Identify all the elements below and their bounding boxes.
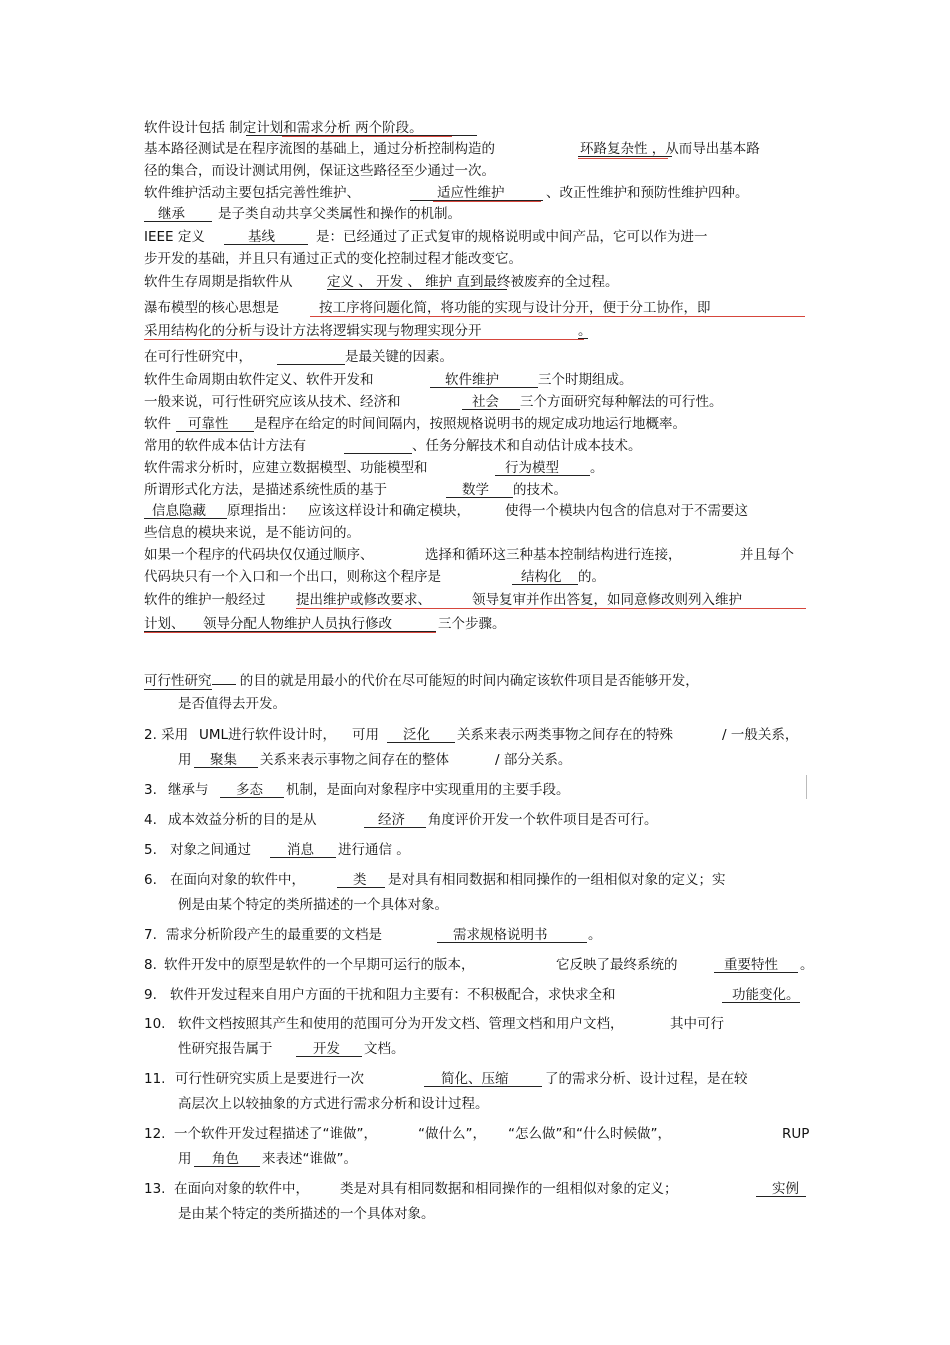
text-line: 是：已经通过了正式复审的规格说明或中间产品，它可以作为进一	[316, 229, 708, 245]
numbered-item-3-text: 继承与	[168, 782, 209, 798]
answer: 简化、压缩	[441, 1071, 509, 1087]
text-line: 软件生存周期是指软件从	[144, 274, 293, 290]
answer: 角色	[212, 1151, 239, 1167]
spellcheck-underline	[282, 136, 452, 137]
text-line: 使得一个模块内包含的信息对于不需要这	[505, 503, 748, 519]
numbered-item-12: 12.	[144, 1126, 166, 1142]
blank-underline	[722, 988, 800, 1003]
text-line: 应该这样设计和确定模块，	[308, 503, 470, 519]
numbered-item-2-text: / 一般关系，	[722, 727, 799, 743]
spellcheck-underline	[144, 632, 436, 633]
numbered-item-8-text: 软件开发中的原型是软件的一个早期可运行的版本，	[164, 957, 475, 973]
text-line: 基本路径测试是在程序流图的基础上，通过分析控制构造的	[144, 141, 495, 157]
numbered-item-9-text: 软件开发过程来自用户方面的干扰和阻力主要有：不积极配合，求快求全和	[170, 987, 616, 1003]
blank-underline	[512, 570, 578, 585]
answer: 采用结构化的分析与设计方法将逻辑实现与物理实现分开	[144, 323, 482, 339]
text-line: 代码块只有一个入口和一个出口，则称这个程序是	[144, 569, 441, 585]
blank-underline	[194, 753, 258, 768]
blank-underline	[387, 728, 455, 743]
blank-underline	[578, 142, 672, 157]
numbered-item-10: 10.	[144, 1016, 166, 1032]
answer: 可靠性	[188, 416, 229, 432]
blank-underline	[495, 461, 590, 476]
text-line: 软件的维护一般经过	[144, 592, 266, 608]
numbered-item-9: 9.	[144, 987, 157, 1003]
text-line: 软件维护活动主要包括完善性维护、	[144, 185, 360, 201]
answer: 实例	[772, 1181, 799, 1197]
text-line: 。	[578, 323, 592, 339]
spellcheck-underline	[578, 158, 668, 159]
blank-underline	[327, 275, 507, 290]
text-line: 的技术。	[513, 482, 567, 498]
text-line: 是程序在给定的时间间隔内，按照规格说明书的规定成功地运行地概率。	[254, 416, 686, 432]
answer: 功能变化。	[732, 987, 800, 1003]
numbered-item-11-text: 了的需求分析、设计过程，是在较	[545, 1071, 748, 1087]
numbered-item-2-text: 关系来表示两类事物之间存在的特殊	[457, 727, 673, 743]
answer: 多态	[236, 782, 263, 798]
answer: 经济	[378, 812, 405, 828]
answer: 社会	[472, 394, 499, 410]
text-line: 软件	[144, 416, 171, 432]
blank-underline	[437, 928, 587, 943]
blank-underline	[578, 324, 588, 339]
numbered-item-2: 2. 采用	[144, 727, 189, 743]
text-line: 、改正性维护和预防性维护四种。	[546, 185, 749, 201]
answer: 领导分配人物维护人员执行修改	[203, 616, 392, 632]
text-line: 所谓形式化方法，是描述系统性质的基于	[144, 482, 387, 498]
page-edge-mark	[806, 775, 807, 799]
blank-underline	[364, 813, 426, 828]
blank-underline	[430, 373, 538, 388]
blank-underline	[462, 395, 520, 410]
text-line: 环路复杂性 ，从而导出基本路	[580, 141, 760, 157]
text-line: 软件生命周期由软件定义、软件开发和	[144, 372, 374, 388]
blank-underline	[144, 504, 227, 519]
text-line: 是子类自动共享父类属性和操作的机制。	[218, 206, 461, 222]
text-line: 软件需求分析时，应建立数据模型、功能模型和	[144, 460, 428, 476]
numbered-item-11-text: 高层次上以较抽象的方式进行需求分析和设计过程。	[178, 1096, 489, 1112]
numbered-item-4-text: 角度评价开发一个软件项目是否可行。	[428, 812, 658, 828]
answer: 行为模型	[505, 460, 559, 476]
answer: 类	[353, 872, 367, 888]
text-line: 些信息的模块来说，是不能访问的。	[144, 525, 360, 541]
numbered-item-2-text: 用	[178, 752, 192, 768]
text-line: 如果一个程序的代码块仅仅通过顺序、	[144, 547, 374, 563]
numbered-item-5: 5.	[144, 842, 157, 858]
numbered-item-13: 13.	[144, 1181, 166, 1197]
numbered-item-7: 7.	[144, 927, 157, 943]
blank-underline	[714, 958, 798, 973]
answer: 聚集	[210, 752, 237, 768]
spellcheck-underline	[310, 316, 805, 317]
numbered-item-1: 可行性研究 的目的就是用最小的代价在尽可能短的时间内确定该软件项目是否能够开发，	[144, 670, 699, 690]
numbered-item-12-text: “怎么做”和“什么时候做”，	[508, 1126, 671, 1142]
blank-underline	[270, 843, 336, 858]
numbered-item-8-text: 。	[800, 957, 814, 973]
answer: 消息	[287, 842, 314, 858]
answer: 计划、	[144, 616, 185, 632]
text-line: 步开发的基础，并且只有通过正式的变化控制过程才能改变它。	[144, 251, 522, 267]
answer: 重要特性	[724, 957, 778, 973]
text-line: 、任务分解技术和自动估计成本技术。	[412, 438, 642, 454]
text-line: 原理指出：	[227, 503, 295, 519]
numbered-item-13-text: 在面向对象的软件中，	[174, 1181, 309, 1197]
numbered-item-7-text: 。	[588, 927, 602, 943]
numbered-item-10-text: 其中可行	[670, 1016, 724, 1032]
text-line: 并且每个	[740, 547, 794, 563]
numbered-item-6-text: 在面向对象的软件中，	[170, 872, 305, 888]
answer: 泛化	[403, 727, 430, 743]
numbered-item-12-text: 一个软件开发过程描述了“谁做”，	[174, 1126, 377, 1142]
numbered-item-3-text: 机制，是面向对象程序中实现重用的主要手段。	[286, 782, 570, 798]
numbered-item-2-text: 关系来表示事物之间存在的整体	[260, 752, 449, 768]
text-line: 三个时期组成。	[538, 372, 633, 388]
numbered-item-12-text: 来表述“谁做”。	[262, 1151, 357, 1167]
text-line: IEEE 定义	[144, 229, 205, 245]
answer: 数学	[462, 482, 489, 498]
spellcheck-underline	[144, 339, 584, 340]
text-line: 。	[590, 460, 604, 476]
answer: 信息隐藏	[152, 503, 206, 519]
blank-underline	[144, 617, 436, 632]
numbered-item-8-text: 它反映了最终系统的	[556, 957, 678, 973]
text-line: 是最关键的因素。	[345, 349, 453, 365]
blank-underline	[756, 1182, 806, 1197]
numbered-item-12-text: RUP	[782, 1126, 810, 1142]
numbered-item-11-text: 可行性研究实质上是要进行一次	[175, 1071, 364, 1087]
text-line: 三个方面研究每种解法的可行性。	[520, 394, 723, 410]
numbered-item-4: 4.	[144, 812, 157, 828]
numbered-item-12-text: 用	[178, 1151, 192, 1167]
numbered-item-10-text: 文档。	[364, 1041, 405, 1057]
numbered-item-6-text: 例是由某个特定的类所描述的一个具体对象。	[178, 897, 448, 913]
answer: 领导复审并作出答复，如同意修改则列入维护	[472, 592, 742, 608]
numbered-item-3: 3.	[144, 782, 157, 798]
answer: 提出维护或修改要求、	[296, 592, 431, 608]
answer: 结构化	[521, 569, 562, 585]
text-line: 瀑布模型的核心思想是	[144, 300, 279, 316]
numbered-item-6-text: 是对具有相同数据和相同操作的一组相似对象的定义；实	[388, 872, 726, 888]
numbered-item-6: 6.	[144, 872, 157, 888]
spellcheck-underline	[433, 201, 541, 202]
numbered-item-2-text: / 部分关系。	[495, 752, 572, 768]
numbered-item-2-text: UML进行软件设计时，	[199, 727, 337, 743]
numbered-item-5-text: 对象之间通过	[170, 842, 251, 858]
answer: 基线	[248, 229, 275, 245]
text-line: 三个步骤。	[438, 616, 506, 632]
numbered-item-2-text: 可用	[352, 727, 379, 743]
blank-underline	[220, 783, 284, 798]
blank-underline	[296, 1042, 362, 1057]
blank-underline	[246, 121, 477, 136]
answer: 按工序将问题化简，将功能的实现与设计分开，便于分工协作，即	[319, 300, 711, 316]
answer: 适应性维护	[437, 185, 505, 201]
blank-underline	[410, 186, 543, 201]
numbered-item-11: 11.	[144, 1071, 166, 1087]
text-line: 径的集合，而设计测试用例，保证这些路径至少通过一次。	[144, 163, 495, 179]
blank-underline	[446, 483, 513, 498]
blank-underline	[277, 350, 345, 365]
blank-underline	[176, 417, 254, 432]
blank-underline	[424, 1072, 542, 1087]
numbered-item-4-text: 成本效益分析的目的是从	[168, 812, 317, 828]
blank-underline	[194, 1152, 260, 1167]
text-line: 选择和循环这三种基本控制结构进行连接，	[425, 547, 682, 563]
numbered-item-13-text: 类是对具有相同数据和相同操作的一组相似对象的定义；	[340, 1181, 678, 1197]
numbered-item-5-text: 进行通信 。	[338, 842, 410, 858]
blank-underline	[337, 873, 385, 888]
text-line: 的。	[578, 569, 605, 585]
numbered-item-1-cont: 是否值得去开发。	[178, 696, 286, 712]
numbered-item-8: 8.	[144, 957, 157, 973]
numbered-item-10-text: 软件文档按照其产生和使用的范围可分为开发文档、管理文档和用户文档，	[178, 1016, 624, 1032]
answer: 开发	[313, 1041, 340, 1057]
spellcheck-underline	[296, 608, 806, 609]
text-line: 在可行性研究中，	[144, 349, 252, 365]
blank-underline	[344, 439, 412, 454]
numbered-item-12-text: “做什么”，	[418, 1126, 486, 1142]
text-line: 一般来说，可行性研究应该从技术、经济和	[144, 394, 401, 410]
answer: 定义 、 开发 、 维护 直到最终被废弃的全过程。	[327, 274, 619, 290]
numbered-item-7-text: 需求分析阶段产生的最重要的文档是	[166, 927, 382, 943]
blank-underline	[224, 230, 308, 245]
text-line: 常用的软件成本估计方法有	[144, 438, 306, 454]
answer: 软件维护	[445, 372, 499, 388]
text-line: 软件设计包括 制定计划和需求分析 两个阶段。	[144, 120, 423, 136]
answer: 需求规格说明书	[453, 927, 548, 943]
blank-underline	[144, 207, 212, 222]
numbered-item-10-text: 性研究报告属于	[178, 1041, 273, 1057]
answer: 继承	[158, 206, 185, 222]
numbered-item-13-text: 是由某个特定的类所描述的一个具体对象。	[178, 1206, 435, 1222]
